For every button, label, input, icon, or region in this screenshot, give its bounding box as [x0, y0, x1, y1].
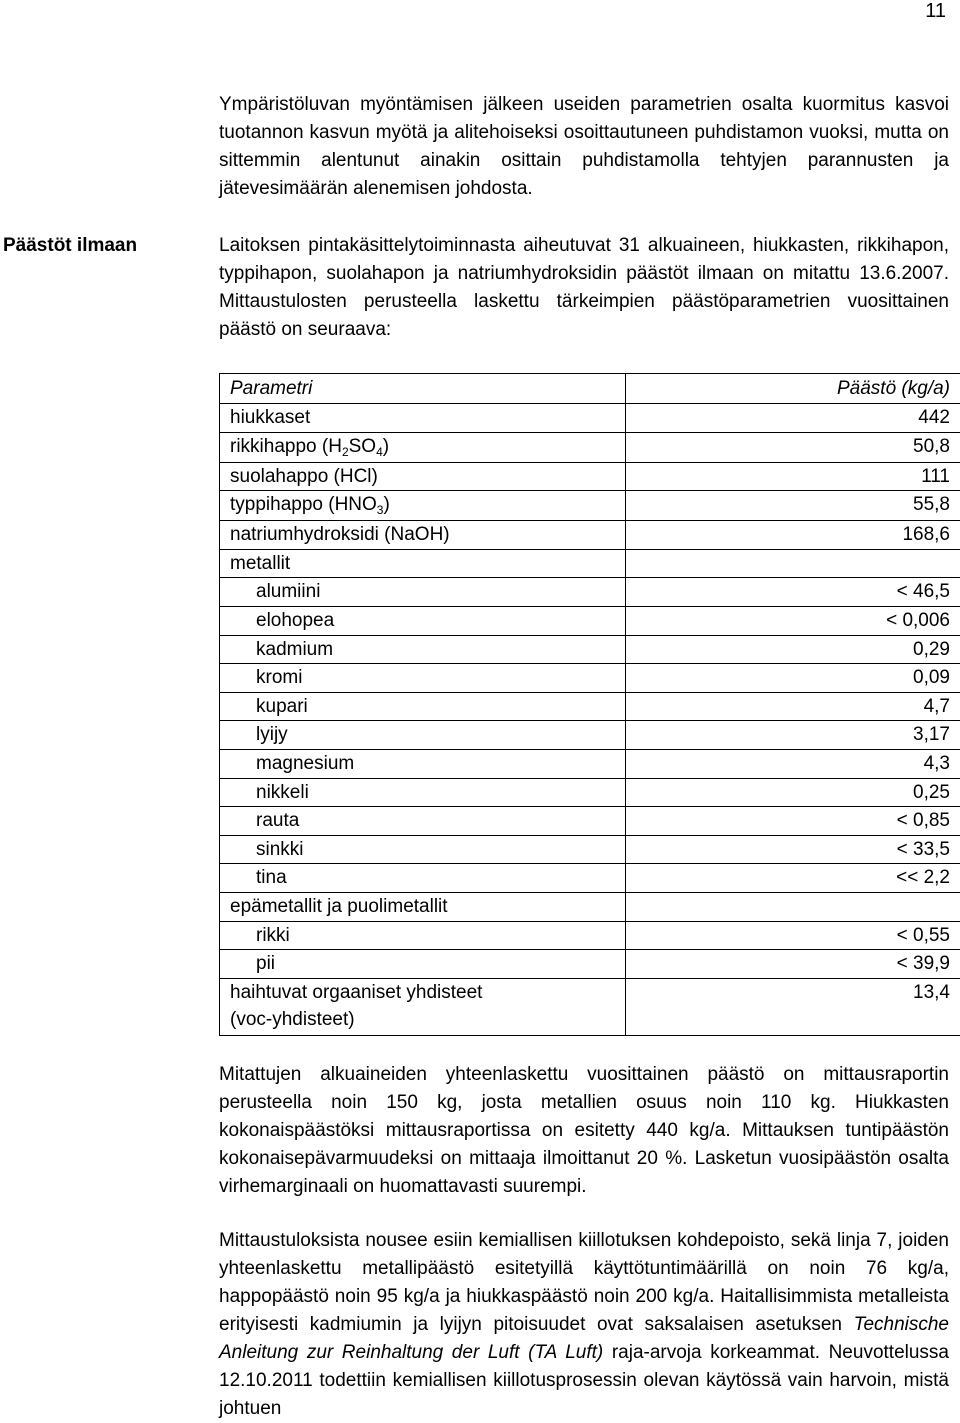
row-name: kupari	[220, 692, 626, 721]
row-name: nikkeli	[220, 778, 626, 807]
table-row	[220, 778, 960, 807]
emissions-table	[219, 373, 960, 1036]
table-row	[220, 721, 960, 750]
table-row	[220, 432, 960, 462]
row-value: 0,09	[626, 664, 960, 693]
table-row	[220, 807, 960, 836]
row-value: 442	[626, 404, 960, 433]
row-value	[626, 549, 960, 578]
results-paragraph: Mittaustuloksista nousee esiin kemiallisen kiillotuksen kohdepoisto, sekä linja 7, joiden yhteenlaskettu metallipäästö esitetyillä käyttötuntimäärillä on noin 76 kg/a, happopäästö noin 95 kg/a ja hiukkaspäästö noin 200 kg/a. Haitallisimmista metalleista erityisesti kadmiumin ja lyijyn pitoisuudet ovat saksalaisen asetuksen Technische Anleitung zur Reinhaltung der Luft (TA Luft) raja-arvoja korkeammat. Neuvottelussa 12.10.2011 todettiin kemiallisen kiillotusprosessin olevan käytössä vain harvoin, mistä johtuen	[219, 1227, 949, 1423]
row-value: 0,29	[626, 635, 960, 664]
row-value	[626, 892, 960, 921]
table-group-row	[220, 892, 960, 921]
row-name: sinkki	[220, 835, 626, 864]
table-group-row	[220, 549, 960, 578]
row-name: rauta	[220, 807, 626, 836]
row-name: alumiini	[220, 578, 626, 607]
table-row	[220, 921, 960, 950]
row-name: kromi	[220, 664, 626, 693]
row-value: < 0,85	[626, 807, 960, 836]
row-name: elohopea	[220, 606, 626, 635]
table-row	[220, 749, 960, 778]
table-row	[220, 606, 960, 635]
section-heading: Päästöt ilmaan	[3, 232, 137, 260]
row-value: 4,7	[626, 692, 960, 721]
page-number: 11	[925, 0, 946, 23]
table-row	[220, 404, 960, 433]
row-value: < 0,006	[626, 606, 960, 635]
table-row	[220, 521, 960, 550]
row-value: 55,8	[626, 491, 960, 521]
header-emission: Päästö (kg/a)	[626, 374, 960, 404]
row-value: 111	[626, 462, 960, 491]
row-name: haihtuvat orgaaniset yhdisteet (voc-yhdisteet)	[220, 978, 626, 1035]
intro-paragraph: Ympäristöluvan myöntämisen jälkeen useiden parametrien osalta kuormitus kasvoi tuotannon kasvun myötä ja alitehoiseksi osoittautuneen puhdistamon vuoksi, mutta on sittemmin alentunut ainakin osittain puhdistamolla tehtyjen parannusten ja jätevesimäärän alenemisen johdosta.	[219, 91, 949, 203]
row-value: 4,3	[626, 749, 960, 778]
totals-paragraph: Mitattujen alkuaineiden yhteenlaskettu vuosittainen päästö on mittausraportin perusteella noin 150 kg, josta metallien osuus noin 110 kg. Hiukkasten kokonaispäästöksi mittausraportissa on esitetty 440 kg/a. Mittauksen tuntipäästön kokonaisepävarmuudeksi on mittaaja ilmoittanut 20 %. Lasketun vuosipäästön osalta virhemarginaali on huomattavasti suurempi.	[219, 1061, 949, 1201]
row-name: magnesium	[220, 749, 626, 778]
row-value: 0,25	[626, 778, 960, 807]
table-row	[220, 835, 960, 864]
row-name: rikki	[220, 921, 626, 950]
group-name: epämetallit ja puolimetallit	[220, 892, 626, 921]
table-row	[220, 664, 960, 693]
section-paragraph: Laitoksen pintakäsittelytoiminnasta aiheutuvat 31 alkuaineen, hiukkasten, rikkihapon, typpihapon, suolahapon ja natriumhydroksidin päästöt ilmaan on mitattu 13.6.2007. Mittaustulosten perusteella laskettu tärkeimpien päästöparametrien vuosittainen päästö on seuraava:	[219, 232, 949, 344]
group-name: metallit	[220, 549, 626, 578]
row-value: 50,8	[626, 432, 960, 462]
table-row	[220, 578, 960, 607]
table-row	[220, 864, 960, 893]
row-value: < 33,5	[626, 835, 960, 864]
row-name: rikkihappo $(H_2SO_4)$	[220, 432, 626, 462]
header-parameter: Parametri	[220, 374, 626, 404]
row-value: < 46,5	[626, 578, 960, 607]
row-name: tina	[220, 864, 626, 893]
row-name: typpihappo $(HNO_3)$	[220, 491, 626, 521]
table-row	[220, 462, 960, 491]
row-value: < 39,9	[626, 950, 960, 979]
table-row	[220, 635, 960, 664]
row-name: kadmium	[220, 635, 626, 664]
row-name: suolahappo (HCl)	[220, 462, 626, 491]
table-header-row	[220, 374, 960, 404]
row-value: < 0,55	[626, 921, 960, 950]
row-name: hiukkaset	[220, 404, 626, 433]
table-row	[220, 692, 960, 721]
table-row	[220, 950, 960, 979]
table-row	[220, 978, 960, 1035]
row-value: 13,4	[626, 978, 960, 1035]
row-name: lyijy	[220, 721, 626, 750]
table-row	[220, 491, 960, 521]
row-value: << 2,2	[626, 864, 960, 893]
row-value: 168,6	[626, 521, 960, 550]
row-name: pii	[220, 950, 626, 979]
row-name: natriumhydroksidi (NaOH)	[220, 521, 626, 550]
row-value: 3,17	[626, 721, 960, 750]
